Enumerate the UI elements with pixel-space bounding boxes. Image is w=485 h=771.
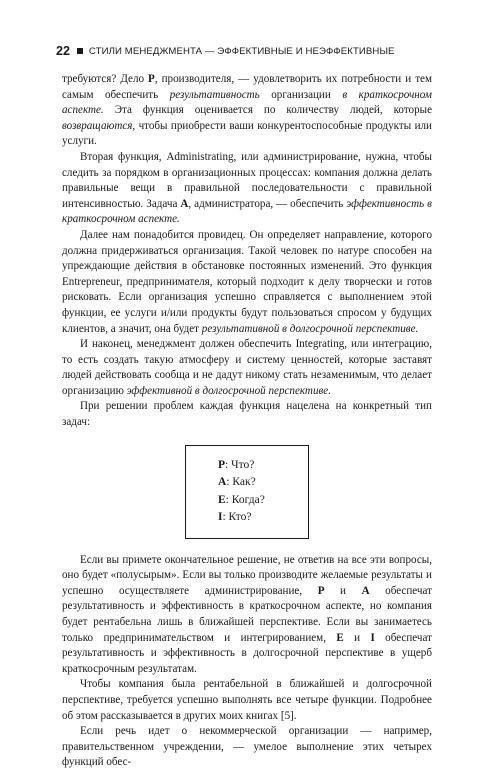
- bold-letter: P: [317, 584, 325, 597]
- italic-run: результативной в долгосрочной перспективе.: [201, 322, 419, 335]
- box-row-a: [218, 474, 308, 492]
- text-run: обеспечат результативность и эффективность в долгосрочной перспективе в ущерб краткосрочным результатам.: [62, 631, 432, 675]
- text-run: , администратора, — обеспечить: [188, 197, 347, 210]
- text-run: Эта функция оценивается по количеству людей, которые: [103, 104, 432, 117]
- box-row-p: [218, 457, 308, 475]
- text-run: и: [343, 631, 371, 644]
- function-questions-box: [185, 445, 309, 539]
- paragraph-2: [62, 150, 432, 228]
- italic-run: эффективной в долгосрочной перспективе.: [126, 384, 332, 397]
- box-row-i: [218, 509, 308, 527]
- box-letter: I: [218, 511, 223, 524]
- text-run: Если вы примете окончательное решение, не ответив на все эти вопросы, оно будет «полусырым». Если вы только производите желаемые результаты и успешно осуществляете администрирование,: [62, 553, 432, 597]
- bold-letter: I: [370, 631, 375, 644]
- running-header: [56, 44, 428, 58]
- text-run: требуются? Дело: [62, 73, 149, 85]
- box-question: : Кто?: [222, 511, 252, 524]
- paragraph-5: При решении проблем каждая функция нацелена на конкретный тип задач:: [62, 400, 432, 429]
- text-run: И наконец, менеджмент должен обеспечить Integrating, или интеграцию, то есть создать такую атмосферу и систему ценностей, которые заставят людей действовать сообща и не дадут никому стать незаменимым, что делает организацию: [62, 338, 432, 397]
- italic-run: в краткосрочном аспекте.: [62, 88, 432, 117]
- text-run: Далее нам понадобится провидец. Он определяет направление, которого должна придерживаться организация. Такой человек по натуре способен на упреждающие действия в обстановке постоянных изменений. Это функция Entrepreneur, предпринимателя, который подходит к делу творчески и готов рисковать. Если организация успешно справляется с выполнением этой функции, ее услуги и/или продукты будут пользоваться спросом у будущих клиентов, а значит, она будет: [62, 228, 432, 335]
- bold-letter: A: [180, 197, 189, 210]
- body-text: [62, 72, 432, 771]
- bold-letter: P: [148, 73, 155, 85]
- square-bullet-icon: [77, 48, 83, 54]
- box-letter: P: [218, 458, 226, 471]
- bold-letter: A: [361, 584, 370, 597]
- box-question: : Как?: [226, 476, 256, 489]
- paragraph-1: [62, 72, 432, 150]
- text-run: чтобы приобрести ваши конкурентоспособные продукты или услуги.: [62, 119, 432, 148]
- page-number: 22: [56, 44, 70, 58]
- text-run: организации: [259, 88, 343, 101]
- paragraph-6: [62, 553, 432, 678]
- text-run: , производителя, — удовлетворить их потребности и тем самым обеспечить: [62, 73, 432, 101]
- text-run: и: [324, 584, 362, 597]
- text-run: обеспечат результативность и эффективность в краткосрочном аспекте, но компания будет рентабельна лишь в ближайшей перспективе. Если вы занимаетесь только предпринимательством и интегрированием,: [62, 584, 432, 644]
- italic-run: результативность: [169, 88, 260, 101]
- box-question: : Когда?: [225, 493, 265, 506]
- running-title: СТИЛИ МЕНЕДЖМЕНТА — ЭФФЕКТИВНЫЕ И НЕЭФФЕКТИВНЫЕ: [88, 45, 395, 57]
- box-row-e: [218, 492, 308, 510]
- box-question: : Что?: [225, 458, 255, 471]
- box-letter: A: [218, 476, 227, 489]
- paragraph-3: [62, 228, 432, 337]
- italic-run: возвращаются,: [62, 119, 136, 132]
- paragraph-8: Если речь идет о некоммерческой организации — например, правительственном учреждении, — умелое выполнение этих четырех функций обес-: [62, 725, 432, 769]
- bold-letter: E: [336, 631, 344, 644]
- box-letter: E: [218, 493, 226, 506]
- paragraph-7: Чтобы компания была рентабельной в ближайшей и долгосрочной перспективе, требуется успешно выполнять все четыре функции. Подробнее об этом рассказывается в других моих книгах [5].: [62, 678, 432, 722]
- italic-run: эффективность в краткосрочном аспекте.: [62, 197, 432, 226]
- paragraph-4: [62, 337, 432, 399]
- text-run: Вторая функция, Administrating, или администрирование, нужна, чтобы следить за порядком в организационных процессах: компания должна делать правильные вещи в правильной последовательности с правильной интенсивностью. Задача: [62, 150, 432, 210]
